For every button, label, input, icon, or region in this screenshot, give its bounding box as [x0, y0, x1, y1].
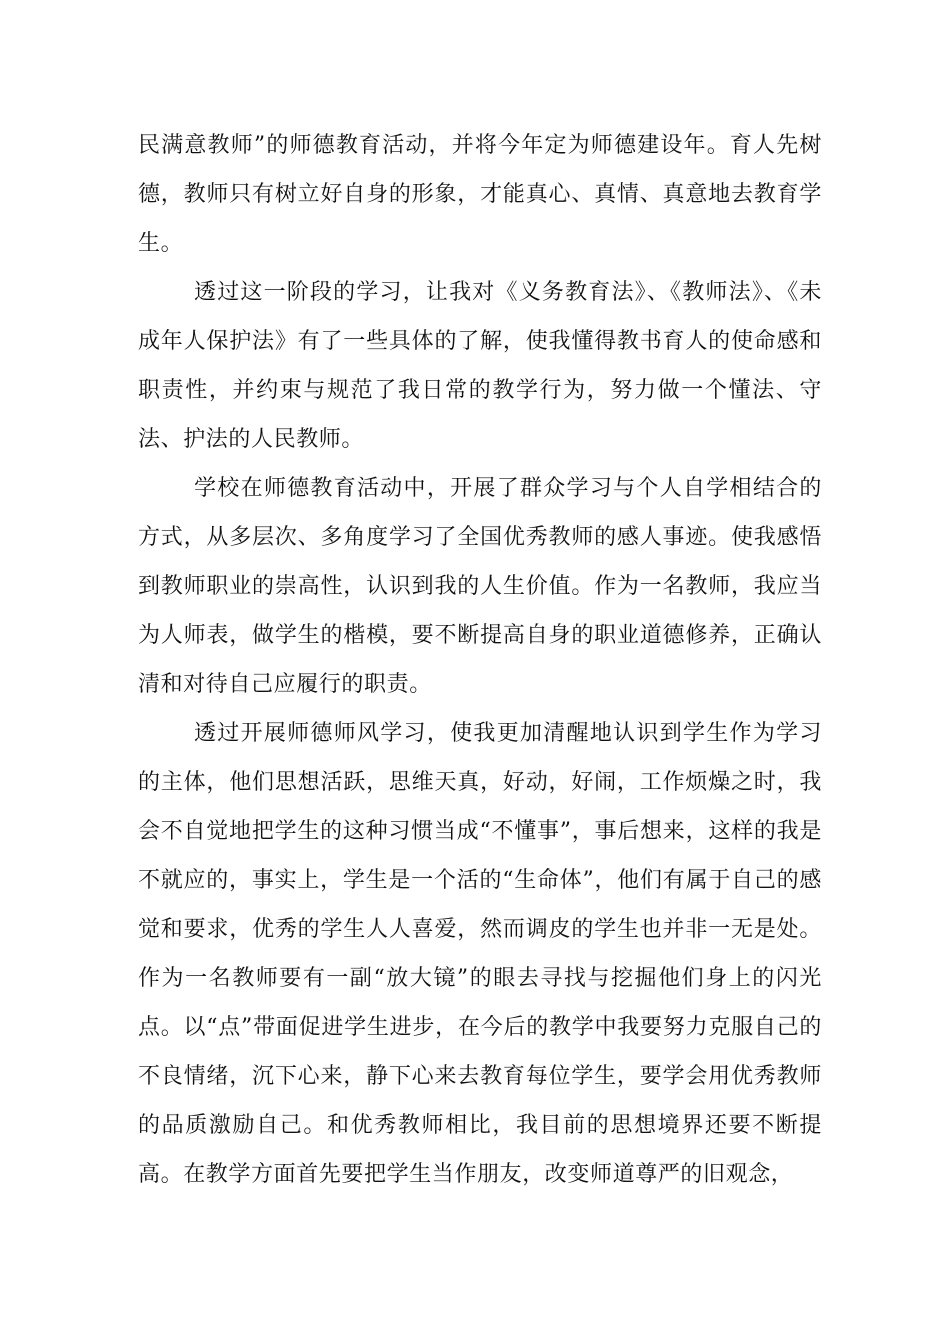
- paragraph-3: 学校在师德教育活动中，开展了群众学习与个人自学相结合的方式，从多层次、多角度学习了全国优秀教师的感人事迹。使我感悟到教师职业的崇高性，认识到我的人生价值。作为一名教师，我应当为人师表，做学生的楷模，要不断提高自身的职业道德修养，正确认清和对待自己应履行的职责。: [138, 476, 822, 697]
- paragraph-2: 透过这一阶段的学习，让我对《义务教育法》、《教师法》、《未成年人保护法》有了一些具体的了解，使我懂得教书育人的使命感和职责性，并约束与规范了我日常的教学行为，努力做一个懂法、守法、护法的人民教师。: [138, 280, 822, 452]
- paragraph-1: 民满意教师”的师德教育活动，并将今年定为师德建设年。育人先树德，教师只有树立好自身的形象，才能真心、真情、真意地去教育学生。: [138, 133, 822, 256]
- paragraph-4: 透过开展师德师风学习，使我更加清醒地认识到学生作为学习的主体，他们思想活跃，思维天真，好动，好闹，工作烦燥之时，我会不自觉地把学生的这种习惯当成“不懂事”，事后想来，这样的我是不就应的，事实上，学生是一个活的“生命体”，他们有属于自己的感觉和要求，优秀的学生人人喜爱，然而调皮的学生也并非一无是处。作为一名教师要有一副“放大镜”的眼去寻找与挖掘他们身上的闪光点。以“点”带面促进学生进步，在今后的教学中我要努力克服自己的不良情绪，沉下心来，静下心来去教育每位学生，要学会用优秀教师的品质激励自己。和优秀教师相比，我目前的思想境界还要不断提高。在教学方面首先要把学生当作朋友，改变师道尊严的旧观念，: [138, 721, 822, 1187]
